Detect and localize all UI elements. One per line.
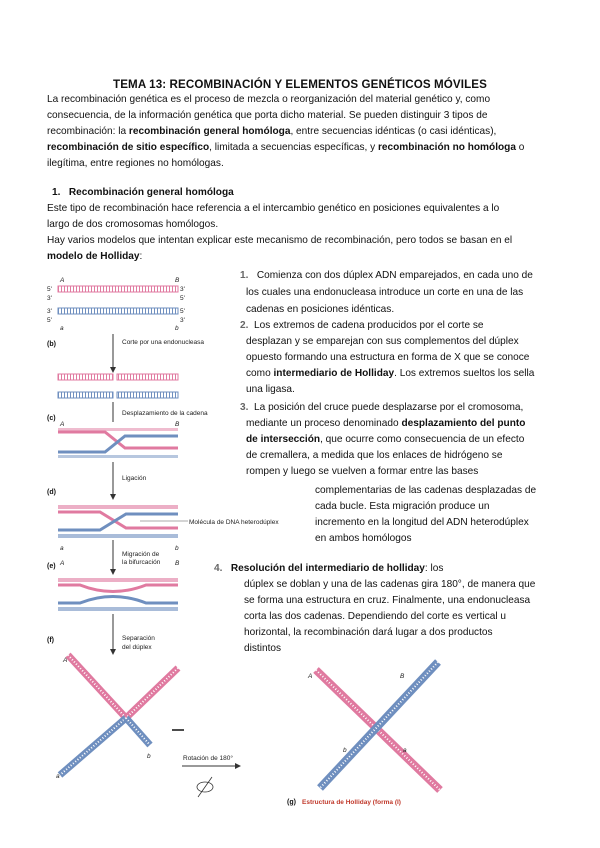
rotation-indicator	[182, 754, 238, 797]
panel-a	[47, 277, 185, 332]
label-3prime: 3'	[180, 317, 185, 324]
panel-f	[47, 614, 184, 780]
label-3prime: 3'	[47, 295, 52, 302]
step-line: distintos	[244, 643, 282, 654]
term-site-specific: recombinación de sitio específico	[47, 142, 210, 153]
label-A: A	[308, 673, 313, 680]
duplex-pink	[58, 286, 178, 292]
label-A: A	[63, 657, 68, 664]
step-line: de cremallera, a medida que los enlaces de hidrógeno se	[246, 450, 503, 461]
duplex-blue	[117, 392, 178, 398]
intro-line: consecuencia, de la información genética que porta dicho material. Se pueden distinguir 3 tipos de	[47, 110, 488, 121]
step-line: incremento en la longitud del ADN heterodúplex	[315, 517, 529, 528]
step-line: rompen y luego se vuelven a formar entre las bases	[246, 466, 479, 477]
intro-line: recombinación de sitio específico, limitada a secuencias específicas, y recombinación no homóloga o	[47, 142, 525, 153]
step-displace-label: Desplazamiento de la cadena	[122, 410, 208, 417]
label-B: B	[175, 421, 180, 428]
section-line: Hay varios modelos que intentan explicar este mecanismo de recombinación, pero todos se basan en el	[47, 235, 513, 246]
step-line: opuesto formando una estructura en forma de X que se conoce	[246, 352, 530, 363]
intro-line: La recombinación genética es el proceso de mezcla o reorganización del material genético y, como	[47, 94, 491, 105]
step-4: 4. Resolución del intermediario de holliday: los	[214, 563, 444, 574]
term-non-homologous: recombinación no homóloga	[377, 142, 516, 153]
step-cut-label: Corte por una endonucleasa	[122, 339, 205, 346]
step-line: cadenas en posiciones idénticas.	[246, 304, 395, 315]
migrating-strand	[58, 585, 178, 592]
step-migration-label: Migración de	[122, 551, 160, 558]
heteroduplex-label: Molécula de DNA heterodúplex	[189, 519, 279, 526]
page-title: TEMA 13: RECOMBINACIÓN Y ELEMENTOS GENÉTICOS MÓVILES	[113, 78, 487, 91]
label-b: b	[343, 747, 347, 754]
step-1: 1. Comienza con dos dúplex ADN emparejados, en cada uno de	[240, 270, 533, 281]
intro-line: ilegítima, entre regiones no homólogas.	[47, 158, 224, 169]
cross-arm-blue	[60, 718, 126, 775]
intro-line: recombinación: la recombinación general homóloga, entre secuencias idénticas (o casi idénticas),	[47, 126, 497, 137]
label-5prime: 5'	[47, 317, 52, 324]
migrating-strand	[58, 597, 178, 604]
label-b: b	[147, 753, 151, 760]
section-line: modelo de Holliday:	[47, 251, 143, 262]
duplex-blue	[58, 607, 178, 611]
label-5prime: 5'	[180, 308, 185, 315]
term-general: recombinación general homóloga	[128, 126, 291, 137]
label-a: a	[56, 773, 60, 780]
duplex-blue	[58, 534, 178, 538]
step-separation-label: Separación	[122, 635, 155, 642]
panel-e	[47, 540, 180, 611]
rotation-label: Rotación de 180°	[183, 755, 233, 762]
section-line: Este tipo de recombinación hace referencia a el intercambio genético en posiciones equivalentes a lo	[47, 203, 500, 214]
step-line: dúplex se doblan y una de las cadenas gira 180°, de manera que	[244, 579, 536, 590]
duplex-pink	[58, 505, 178, 509]
panel-b	[47, 334, 204, 398]
step-line: los cuales una endonucleasa introduce un corte en una de las	[246, 287, 524, 298]
panel-label: (f)	[47, 637, 54, 644]
rotation-axis	[198, 777, 212, 797]
panel-c	[47, 402, 208, 458]
panel-label: (c)	[47, 415, 56, 422]
step-line: cada bucle. Esta migración produce un	[315, 501, 490, 512]
label-5prime: 5'	[180, 295, 185, 302]
step-2: 2. Los extremos de cadena producidos por el corte se	[240, 320, 484, 331]
label-B: B	[400, 673, 405, 680]
step-line: se forma una estructura en cruz. Finalmente, una endonucleasa	[244, 595, 531, 606]
label-a: a	[60, 325, 64, 332]
duplex-pink	[58, 428, 178, 431]
cross-arm-rungs	[68, 655, 126, 718]
step-ligation-label: Ligación	[122, 475, 147, 482]
panel-label: (g)	[287, 799, 296, 806]
label-5prime: 5'	[47, 286, 52, 293]
label-a: a	[60, 545, 64, 552]
duplex-blue	[58, 308, 178, 314]
label-a: a	[403, 747, 407, 754]
panel-g	[287, 662, 440, 806]
holliday-caption: Estructura de Holliday (forma (I)	[302, 799, 401, 806]
label-B: B	[175, 560, 180, 567]
step-line: de intersección, que ocurre como consecuencia de un efecto	[246, 434, 525, 445]
panel-label: (b)	[47, 341, 56, 348]
label-A: A	[60, 560, 65, 567]
step-line: complementarias de las cadenas desplazadas de	[315, 485, 537, 496]
step-separation-label: del dúplex	[122, 644, 152, 651]
panel-d	[47, 462, 279, 552]
section-heading: 1. Recombinación general homóloga	[52, 187, 234, 198]
section-line: largo de dos cromosomas homólogos.	[47, 219, 219, 230]
label-b: b	[175, 325, 179, 332]
label-3prime: 3'	[180, 286, 185, 293]
label-A: A	[60, 421, 65, 428]
duplex-blue	[58, 455, 178, 458]
label-B: B	[175, 277, 180, 284]
step-3: 3. La posición del cruce puede desplazarse por el cromosoma,	[240, 402, 524, 413]
step-line: corta las dos cadenas. Dependiendo del corte es vertical u	[244, 611, 507, 622]
step-line: mediante un proceso denominado desplazamiento del punto	[246, 418, 526, 429]
duplex-blue	[58, 392, 113, 398]
step-line: desplazan y se emparejan con sus complementos del dúplex	[246, 336, 519, 347]
panel-label: (e)	[47, 563, 56, 570]
step-line: como intermediario de Holliday. Los extremos sueltos los sella	[246, 368, 535, 379]
duplex-pink	[117, 374, 178, 380]
duplex-pink	[58, 374, 113, 380]
step-line: una ligasa.	[246, 384, 295, 395]
panel-label: (d)	[47, 489, 56, 496]
label-b: b	[175, 545, 179, 552]
label-A: A	[60, 277, 65, 284]
label-3prime: 3'	[47, 308, 52, 315]
step-line: horizontal, la recombinación dará lugar a dos productos	[244, 627, 493, 638]
step-line: en ambos homólogos	[315, 533, 412, 544]
step-migration-label: la bifurcación	[122, 559, 161, 566]
duplex-pink	[58, 578, 178, 582]
